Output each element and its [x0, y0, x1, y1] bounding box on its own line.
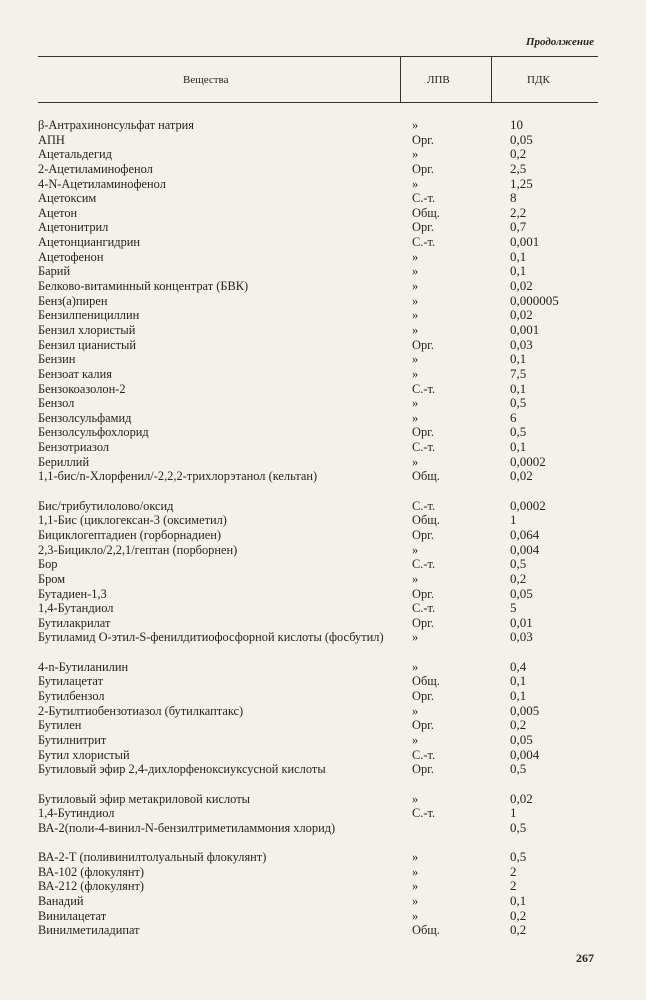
substance-cell: Белково-витаминный концентрат (БВК) — [38, 279, 249, 294]
pdk-cell: 0,000005 — [510, 292, 559, 308]
header-substance: Вещества — [183, 74, 229, 86]
pdk-cell: 0,004 — [510, 746, 540, 762]
substance-cell: ВА-2-Т (поливинилтолуальный флокулянт) — [38, 850, 267, 865]
table-row — [38, 879, 608, 894]
lpv-cell: » — [412, 732, 419, 747]
substance-cell: Бор — [38, 557, 58, 572]
lpv-cell: » — [412, 366, 419, 381]
substance-cell: Бензил цианистый — [38, 337, 136, 352]
lpv-cell: » — [412, 308, 419, 323]
lpv-cell: » — [412, 850, 419, 865]
lpv-cell: Общ. — [412, 513, 440, 528]
lpv-cell: Орг. — [412, 220, 434, 235]
lpv-cell: Орг. — [412, 425, 434, 440]
lpv-cell: » — [412, 894, 419, 909]
substance-cell: Бенз(а)пирен — [38, 293, 108, 308]
table-row — [38, 850, 608, 865]
substance-cell: АПН — [38, 132, 65, 147]
lpv-cell: » — [412, 264, 419, 279]
pdk-cell: 0,5 — [510, 395, 527, 411]
pdk-cell: 0,005 — [510, 702, 540, 718]
lpv-cell: С.-т. — [412, 235, 436, 250]
lpv-cell: Общ. — [412, 205, 440, 220]
substance-cell: 1,4-Бутиндиол — [38, 806, 115, 821]
lpv-cell: » — [412, 279, 419, 294]
substance-cell: Бензол — [38, 396, 75, 411]
lpv-cell: » — [412, 630, 419, 645]
lpv-cell: » — [412, 176, 419, 191]
pdk-cell: 0,0002 — [510, 453, 546, 469]
lpv-cell: Общ. — [412, 923, 440, 938]
table-row — [38, 718, 608, 733]
substance-cell: Барий — [38, 264, 71, 279]
pdk-cell: 0,5 — [510, 424, 527, 440]
substance-cell: ВА-212 (флокулянт) — [38, 879, 145, 894]
lpv-cell: С.-т. — [412, 191, 436, 206]
lpv-cell: » — [412, 352, 419, 367]
substance-cell: Бутилен — [38, 718, 82, 733]
table-row — [38, 338, 608, 353]
substance-cell: Бутиловый эфир 2,4-дихлорфеноксиуксусной кислоты — [38, 762, 326, 777]
lpv-cell: Общ. — [412, 674, 440, 689]
pdk-cell: 1,25 — [510, 175, 533, 191]
lpv-cell: С.-т. — [412, 498, 436, 513]
table-row — [38, 528, 608, 543]
pdk-cell: 0,02 — [510, 278, 533, 294]
pdk-cell: 0,5 — [510, 819, 527, 835]
table-row — [38, 499, 608, 514]
table-row — [38, 220, 608, 235]
substance-cell: Ацетонциангидрин — [38, 235, 141, 250]
table-row — [38, 630, 608, 659]
pdk-cell: 0,2 — [510, 922, 527, 938]
pdk-cell: 10 — [510, 117, 523, 132]
table-row — [38, 382, 608, 397]
table-row — [38, 411, 608, 426]
lpv-cell: » — [412, 249, 419, 264]
table-row — [38, 792, 608, 807]
pdk-cell: 0,2 — [510, 907, 527, 923]
lpv-cell: » — [412, 293, 419, 308]
table-row — [38, 177, 608, 192]
lpv-cell: » — [412, 147, 419, 162]
lpv-cell: » — [412, 879, 419, 894]
pdk-cell: 0,0002 — [510, 497, 546, 513]
pdk-cell: 0,02 — [510, 790, 533, 806]
table-row — [38, 396, 608, 411]
substance-cell: Ацетонитрил — [38, 220, 109, 235]
table-row — [38, 674, 608, 689]
lpv-cell: С.-т. — [412, 806, 436, 821]
lpv-cell: » — [412, 908, 419, 923]
table-row — [38, 909, 608, 924]
lpv-cell: С.-т. — [412, 601, 436, 616]
substance-cell: 1,1-Бис (циклогексан-3 (оксиметил) — [38, 513, 227, 528]
pdk-cell: 0,02 — [510, 468, 533, 484]
lpv-cell: Орг. — [412, 762, 434, 777]
pdk-cell: 0,004 — [510, 541, 540, 557]
table-row — [38, 469, 608, 498]
pdk-cell: 2,2 — [510, 204, 527, 220]
substance-cell: Бензокоазолон-2 — [38, 381, 126, 396]
table-row — [38, 206, 608, 221]
lpv-cell: С.-т. — [412, 440, 436, 455]
pdk-cell: 0,1 — [510, 351, 527, 367]
table-row — [38, 748, 608, 763]
pdk-cell: 0,03 — [510, 629, 533, 645]
table-row — [38, 323, 608, 338]
lpv-cell: С.-т. — [412, 557, 436, 572]
table-row — [38, 557, 608, 572]
substance-cell: Бутиловый эфир метакриловой кислоты — [38, 791, 250, 806]
table-row — [38, 118, 608, 133]
substance-cell: 4-N-Ацетиламинофенол — [38, 176, 166, 191]
substance-cell: Ацетоксим — [38, 191, 97, 206]
substance-cell: ВА-102 (флокулянт) — [38, 864, 145, 879]
substance-cell: Бутилацетат — [38, 674, 104, 689]
substance-cell: Винилметиладипат — [38, 923, 140, 938]
substance-cell: Бутил хлористый — [38, 747, 130, 762]
table-row — [38, 704, 608, 719]
substance-cell: Бром — [38, 571, 66, 586]
substance-cell: β-Антрахинонсульфат натрия — [38, 118, 194, 132]
substance-cell: Ванадий — [38, 894, 84, 909]
pdk-cell: 0,02 — [510, 307, 533, 323]
pdk-cell: 0,05 — [510, 585, 533, 601]
pdk-cell: 0,1 — [510, 380, 527, 396]
substance-cell: 2,3-Бицикло/2,2,1/гептан (порборнен) — [38, 542, 238, 557]
substance-cell: Бензил хлористый — [38, 322, 136, 337]
table-row — [38, 279, 608, 294]
table-row — [38, 601, 608, 616]
pdk-cell: 0,4 — [510, 658, 527, 674]
pdk-cell: 0,5 — [510, 556, 527, 572]
substance-cell: Бутилакрилат — [38, 615, 111, 630]
pdk-cell: 0,5 — [510, 761, 527, 777]
substance-cell: 1,1-бис/n-Хлорфенил/-2,2,2-трихлорэтанол (кельтан) — [38, 469, 318, 484]
pdk-cell: 2 — [510, 863, 517, 879]
substance-cell: Ацетальдегид — [38, 147, 112, 162]
table-row — [38, 762, 608, 791]
lpv-cell: Орг. — [412, 615, 434, 630]
continuation-label: Продолжение — [525, 36, 594, 48]
pdk-cell: 7,5 — [510, 365, 527, 381]
header-divider-2 — [491, 56, 492, 102]
pdk-cell: 0,001 — [510, 321, 540, 337]
lpv-cell: С.-т. — [412, 747, 436, 762]
table-row — [38, 162, 608, 177]
table-row — [38, 191, 608, 206]
header-divider-1 — [400, 56, 401, 102]
substance-cell: Бутилнитрит — [38, 732, 107, 747]
substance-cell: 2-Бутилтиобензотиазол (бутилкаптакс) — [38, 703, 244, 718]
table-row — [38, 543, 608, 558]
pdk-cell: 2 — [510, 878, 517, 894]
table-row — [38, 923, 608, 938]
substance-cell: Бис/трибутилолово/оксид — [38, 498, 174, 513]
lpv-cell: С.-т. — [412, 381, 436, 396]
lpv-cell: Орг. — [412, 161, 434, 176]
substance-cell: 2-Ацетиламинофенол — [38, 161, 153, 176]
pdk-cell: 0,1 — [510, 673, 527, 689]
lpv-cell: » — [412, 703, 419, 718]
table-row — [38, 250, 608, 265]
pdk-cell: 5 — [510, 600, 517, 616]
lpv-cell: » — [412, 396, 419, 411]
pdk-cell: 0,001 — [510, 234, 540, 250]
table-row — [38, 587, 608, 602]
pdk-cell: 2,5 — [510, 160, 527, 176]
table-row — [38, 264, 608, 279]
pdk-cell: 0,064 — [510, 526, 540, 542]
table-row — [38, 689, 608, 704]
table-row — [38, 660, 608, 675]
lpv-cell: » — [412, 322, 419, 337]
lpv-cell: Орг. — [412, 527, 434, 542]
lpv-cell: » — [412, 864, 419, 879]
page-number: 267 — [576, 951, 594, 965]
table-row — [38, 133, 608, 148]
substance-cell: ВА-2(поли-4-винил-N-бензилтриметиламмония хлорид) — [38, 820, 336, 835]
substance-cell: Бензин — [38, 352, 76, 367]
table-row — [38, 425, 608, 440]
lpv-cell: » — [412, 454, 419, 469]
header-lpv: ЛПВ — [427, 74, 450, 86]
table-row — [38, 294, 608, 309]
lpv-cell: » — [412, 571, 419, 586]
pdk-cell: 0,2 — [510, 717, 527, 733]
table-row — [38, 572, 608, 587]
pdk-cell: 0,1 — [510, 248, 527, 264]
lpv-cell: Общ. — [412, 469, 440, 484]
substance-cell: 1,4-Бутандиол — [38, 601, 114, 616]
pdk-cell: 0,03 — [510, 336, 533, 352]
pdk-cell: 1 — [510, 805, 517, 821]
lpv-cell: Орг. — [412, 132, 434, 147]
lpv-cell: » — [412, 659, 419, 674]
header-bottom-rule — [38, 102, 598, 103]
substance-cell: Бензолсульфохлорид — [38, 425, 149, 440]
pdk-cell: 0,5 — [510, 849, 527, 865]
pdk-cell: 0,01 — [510, 614, 533, 630]
table-row — [38, 806, 608, 821]
pdk-cell: 0,1 — [510, 263, 527, 279]
substance-cell: Ацетофенон — [38, 249, 104, 264]
substance-cell: Бензоат калия — [38, 366, 112, 381]
table-row — [38, 352, 608, 367]
header-top-rule — [38, 56, 598, 57]
pdk-cell: 1 — [510, 512, 517, 528]
pdk-cell: 0,1 — [510, 439, 527, 455]
pdk-cell: 0,2 — [510, 146, 527, 162]
lpv-cell: Орг. — [412, 337, 434, 352]
table-row — [38, 308, 608, 323]
substance-cell: Бициклогептадиен (горборнадиен) — [38, 527, 221, 542]
table-row — [38, 147, 608, 162]
pdk-cell: 0,2 — [510, 570, 527, 586]
substances-table — [38, 118, 608, 938]
lpv-cell: Орг. — [412, 689, 434, 704]
pdk-cell: 0,05 — [510, 731, 533, 747]
lpv-cell: » — [412, 791, 419, 806]
pdk-cell: 0,7 — [510, 219, 527, 235]
substance-cell: Бутиламид O-этил-S-фенилдитиофосфорной кислоты (фосбутил) — [38, 630, 384, 645]
table-row — [38, 616, 608, 631]
table-row — [38, 513, 608, 528]
table-row — [38, 733, 608, 748]
lpv-cell: Орг. — [412, 586, 434, 601]
table-row — [38, 367, 608, 382]
substance-cell: Бериллий — [38, 454, 90, 469]
pdk-cell: 0,05 — [510, 131, 533, 147]
substance-cell: Ацетон — [38, 205, 78, 220]
pdk-cell: 0,1 — [510, 688, 527, 704]
substance-cell: 4-n-Бутиланилин — [38, 659, 129, 674]
lpv-cell: Орг. — [412, 718, 434, 733]
table-row — [38, 821, 608, 850]
pdk-cell: 8 — [510, 190, 517, 206]
substance-cell: Бутилбензол — [38, 689, 105, 704]
table-row — [38, 894, 608, 909]
header-pdk: ПДК — [527, 74, 550, 86]
lpv-cell: » — [412, 410, 419, 425]
substance-cell: Бензотриазол — [38, 440, 110, 455]
table-row — [38, 455, 608, 470]
substance-cell: Бутадиен-1,3 — [38, 586, 107, 601]
substance-cell: Винилацетат — [38, 908, 107, 923]
substance-cell: Бензолсульфамид — [38, 410, 132, 425]
pdk-cell: 6 — [510, 409, 517, 425]
lpv-cell: » — [412, 542, 419, 557]
table-row — [38, 865, 608, 880]
substance-cell: Бензилпенициллин — [38, 308, 140, 323]
table-row — [38, 440, 608, 455]
table-row — [38, 235, 608, 250]
pdk-cell: 0,1 — [510, 893, 527, 909]
lpv-cell: » — [412, 118, 419, 132]
